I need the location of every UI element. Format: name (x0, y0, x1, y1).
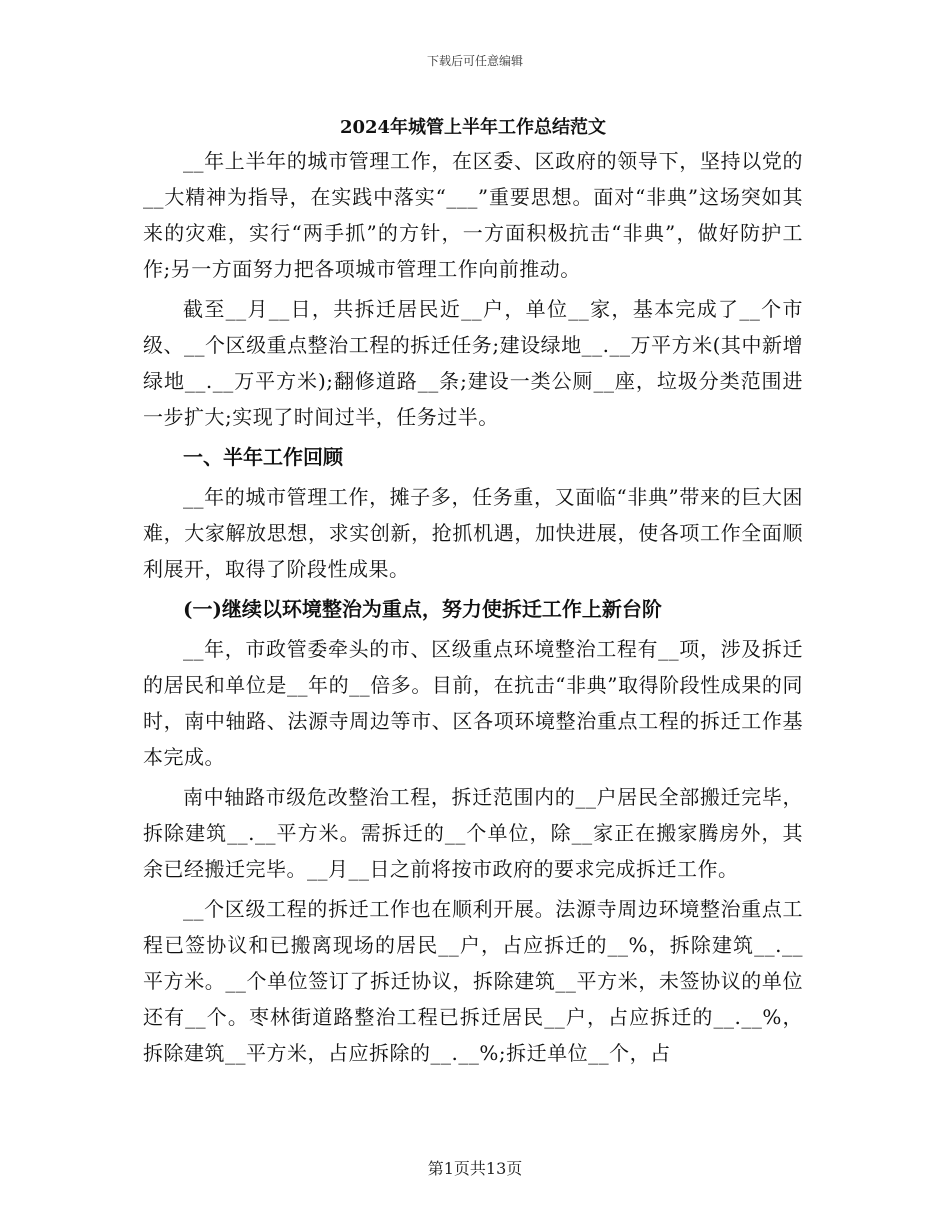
page-header-note: 下载后可任意编辑 (426, 54, 523, 68)
paragraph-district-projects: __个区级工程的拆迁工作也在顺利开展。法源寺周边环境整治重点工程已签协议和已搬离现场的居民__户，占应拆迁的__%，拆除建筑__.__平方米。__个单位签订了拆迁协议，拆除建筑__平方米，未签协议的单位还有__个。枣林街道路整治工程已拆迁居民__户，占应拆迁的__.__%，拆除建筑__平方米，占应拆除的__.__%;拆迁单位__个，占 (143, 897, 803, 1065)
subsection-heading-environment: (一)继续以环境整治为重点，努力使拆迁工作上新台阶 (183, 597, 662, 621)
paragraph-south-axis: 南中轴路市级危改整治工程，拆迁范围内的__户居民全部搬迁完毕，拆除建筑__.__平方米。需拆迁的__个单位，除__家正在搬家腾房外，其余已经搬迁完毕。__月__日之前将按市政府的要求完成拆迁工作。 (143, 785, 803, 881)
page-footer-number: 第1页共13页 (427, 1159, 523, 1178)
paragraph-review: __年的城市管理工作，摊子多，任务重，又面临“非典”带来的巨大困难，大家解放思想，求实创新，抢抓机遇，加快进展，使各项工作全面顺利展开，取得了阶段性成果。 (143, 485, 803, 581)
paragraph-progress: 截至__月__日，共拆迁居民近__户，单位__家，基本完成了__个市级、__个区级重点整治工程的拆迁任务;建设绿地__.__万平方米(其中新增绿地__.__万平方米);翻修道路__条;建设一类公厕__座，垃圾分类范围进一步扩大;实现了时间过半，任务过半。 (143, 297, 803, 429)
paragraph-projects: __年，市政管委牵头的市、区级重点环境整治工程有__项，涉及拆迁的居民和单位是__年的__倍多。目前，在抗击“非典”取得阶段性成果的同时，南中轴路、法源寺周边等市、区各项环境整治重点工程的拆迁工作基本完成。 (143, 637, 803, 769)
document-body (143, 113, 803, 1075)
paragraph-intro: __年上半年的城市管理工作，在区委、区政府的领导下，坚持以党的__大精神为指导，在实践中落实“___”重要思想。面对“非典”这场突如其来的灾难，实行“两手抓”的方针，一方面积极抗击“非典”，做好防护工作;另一方面努力把各项城市管理工作向前推动。 (143, 149, 803, 281)
section-heading-review: 一、半年工作回顾 (183, 445, 343, 469)
document-title: 2024年城管上半年工作总结范文 (339, 117, 607, 138)
